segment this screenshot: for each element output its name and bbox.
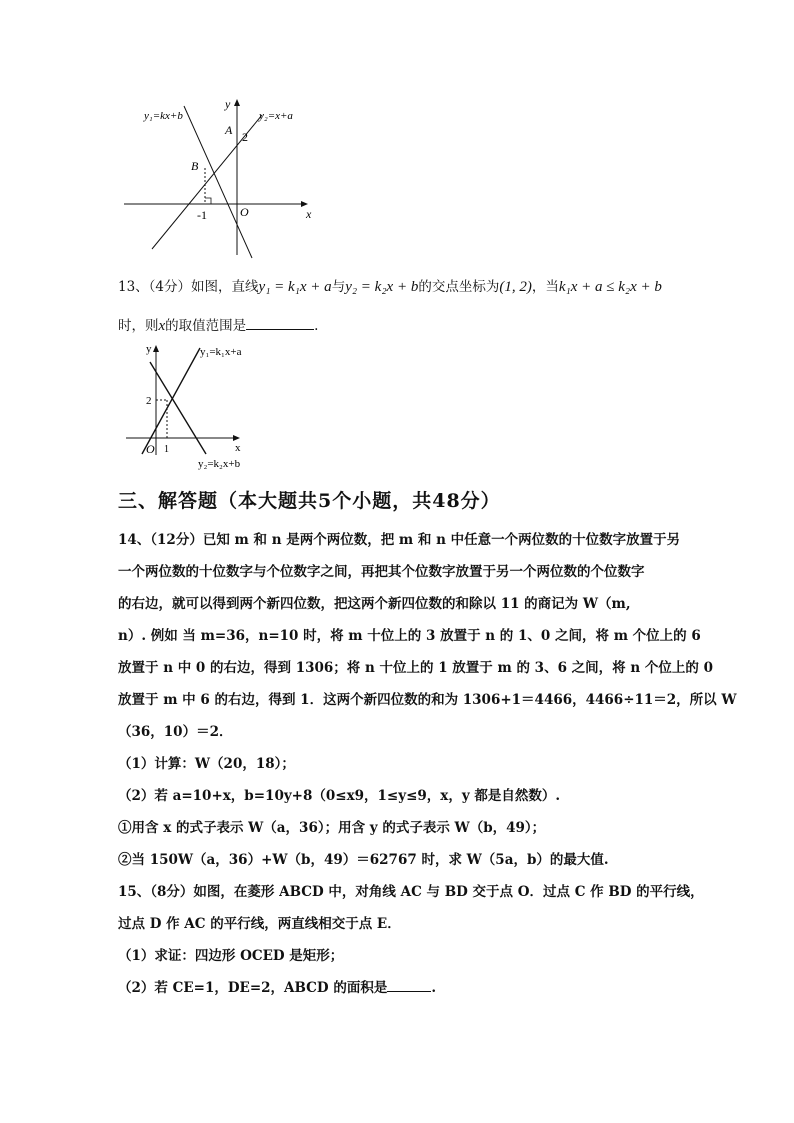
q14-sub-2a: ①用含 x 的式子表示 W（a，36）；用含 y 的式子表示 W（b，49）； bbox=[118, 820, 546, 836]
q13-equation-2: y₂ = k₂x + b bbox=[345, 279, 419, 295]
q14-sub-2: （2）若 a=10+x，b=10y+8（0≤x9，1≤y≤9，x，y 都是自然数）. bbox=[118, 788, 561, 804]
tick-x-label: -1 bbox=[197, 208, 207, 222]
axis-x-label: x bbox=[306, 207, 312, 221]
line-y1 bbox=[184, 106, 252, 258]
origin-label: O bbox=[146, 442, 155, 456]
q14-line-4: n）. 例如 当 m=36，n=10 时，将 m 十位上的 3 放置于 n 的 1、0 之间，将 m 个位上的 6 bbox=[118, 628, 701, 644]
label-y1: y₁=k₁x+a bbox=[200, 346, 242, 358]
q15-sub-2-end: . bbox=[431, 980, 437, 996]
y-axis-arrow bbox=[153, 345, 159, 352]
q14-line-6: 放置于 m 中 6 的右边，得到 1．这两个新四位数的和为 1306+1＝4466，4466÷11＝2，所以 W bbox=[118, 692, 737, 708]
q15-line-1: 15、（8分）如图，在菱形 ABCD 中，对角线 AC 与 BD 交于点 O．过点 C 作 BD 的平行线， bbox=[118, 884, 704, 900]
q15-answer-blank[interactable] bbox=[387, 978, 431, 992]
axis-y-label: y bbox=[225, 97, 231, 111]
q13-line-2 bbox=[118, 314, 318, 335]
label-y2: y₂=x+a bbox=[259, 110, 293, 122]
tick-y-label: 2 bbox=[242, 130, 248, 144]
q14-sub-1: （1）计算：W（20，18）； bbox=[118, 756, 295, 772]
q13-inequality: k₁x + a ≤ k₂x + b bbox=[558, 279, 662, 295]
axis-y-label: y bbox=[146, 343, 152, 355]
tick-y-label: 2 bbox=[146, 395, 152, 407]
q14-line-2: 一个两位数的十位数字与个位数字之间，再把其个位数字放置于另一个两位数的个位数字 bbox=[118, 564, 645, 580]
q14-sub-2b: ②当 150W（a，36）+W（b，49）＝62767 时，求 W（5a，b）的最大值. bbox=[118, 852, 609, 868]
tick-x-label: 1 bbox=[164, 444, 169, 455]
q14-line-1: 14、（12分）已知 m 和 n 是两个两位数，把 m 和 n 中任意一个两位数的十位数字放置于另 bbox=[118, 532, 681, 548]
q13-end: . bbox=[314, 318, 319, 334]
q15-sub-2-row bbox=[118, 976, 436, 996]
label-y2: y₂=k₂x+b bbox=[198, 458, 241, 470]
q13-mid-3: ，当 bbox=[531, 279, 559, 295]
q13-mid-1: 与 bbox=[331, 279, 346, 295]
q13-answer-blank[interactable] bbox=[246, 316, 314, 330]
q15-sub-2: （2）若 CE=1，DE=2，ABCD 的面积是 bbox=[118, 980, 388, 996]
q13-variable: x bbox=[158, 318, 166, 334]
q13-prefix: 13、（4分）如图，直线 bbox=[118, 279, 259, 295]
q14-line-3: 的右边，就可以得到两个新四位数，把这两个新四位数的和除以 11 的商记为 W（m, bbox=[118, 596, 631, 612]
q13-intersection-point: (1, 2) bbox=[499, 279, 532, 295]
q13-line-1 bbox=[118, 275, 662, 296]
q15-line-2: 过点 D 作 AC 的平行线，两直线相交于点 E． bbox=[118, 916, 401, 932]
axis-x-label: x bbox=[235, 442, 241, 454]
figure-2-graph bbox=[118, 340, 268, 475]
x-axis-arrow bbox=[233, 435, 240, 441]
section-3-heading: 三、解答题（本大题共5个小题，共48分） bbox=[118, 490, 501, 512]
origin-label: O bbox=[240, 205, 249, 219]
q13-line2-suffix: 的取值范围是 bbox=[165, 318, 247, 334]
y-axis-arrow bbox=[234, 99, 240, 106]
q13-mid-2: 的交点坐标为 bbox=[418, 279, 500, 295]
q14-line-7: （36，10）＝2． bbox=[118, 724, 233, 740]
point-a-label: A bbox=[225, 123, 233, 137]
q14-line-5: 放置于 n 中 0 的右边，得到 1306；将 n 十位上的 1 放置于 m 的 3、6 之间，将 n 个位上的 0 bbox=[118, 660, 713, 676]
figure-1-graph bbox=[118, 92, 318, 262]
label-y1: y₁=kx+b bbox=[144, 110, 183, 122]
q15-sub-1: （1）求证：四边形 OCED 是矩形； bbox=[118, 948, 344, 964]
point-b-label: B bbox=[191, 159, 199, 173]
right-angle-mark bbox=[205, 198, 211, 204]
q13-equation-1: y₁ = k₁x + a bbox=[258, 279, 332, 295]
line-y2 bbox=[150, 362, 206, 454]
q13-line2-prefix: 时，则 bbox=[118, 318, 159, 334]
